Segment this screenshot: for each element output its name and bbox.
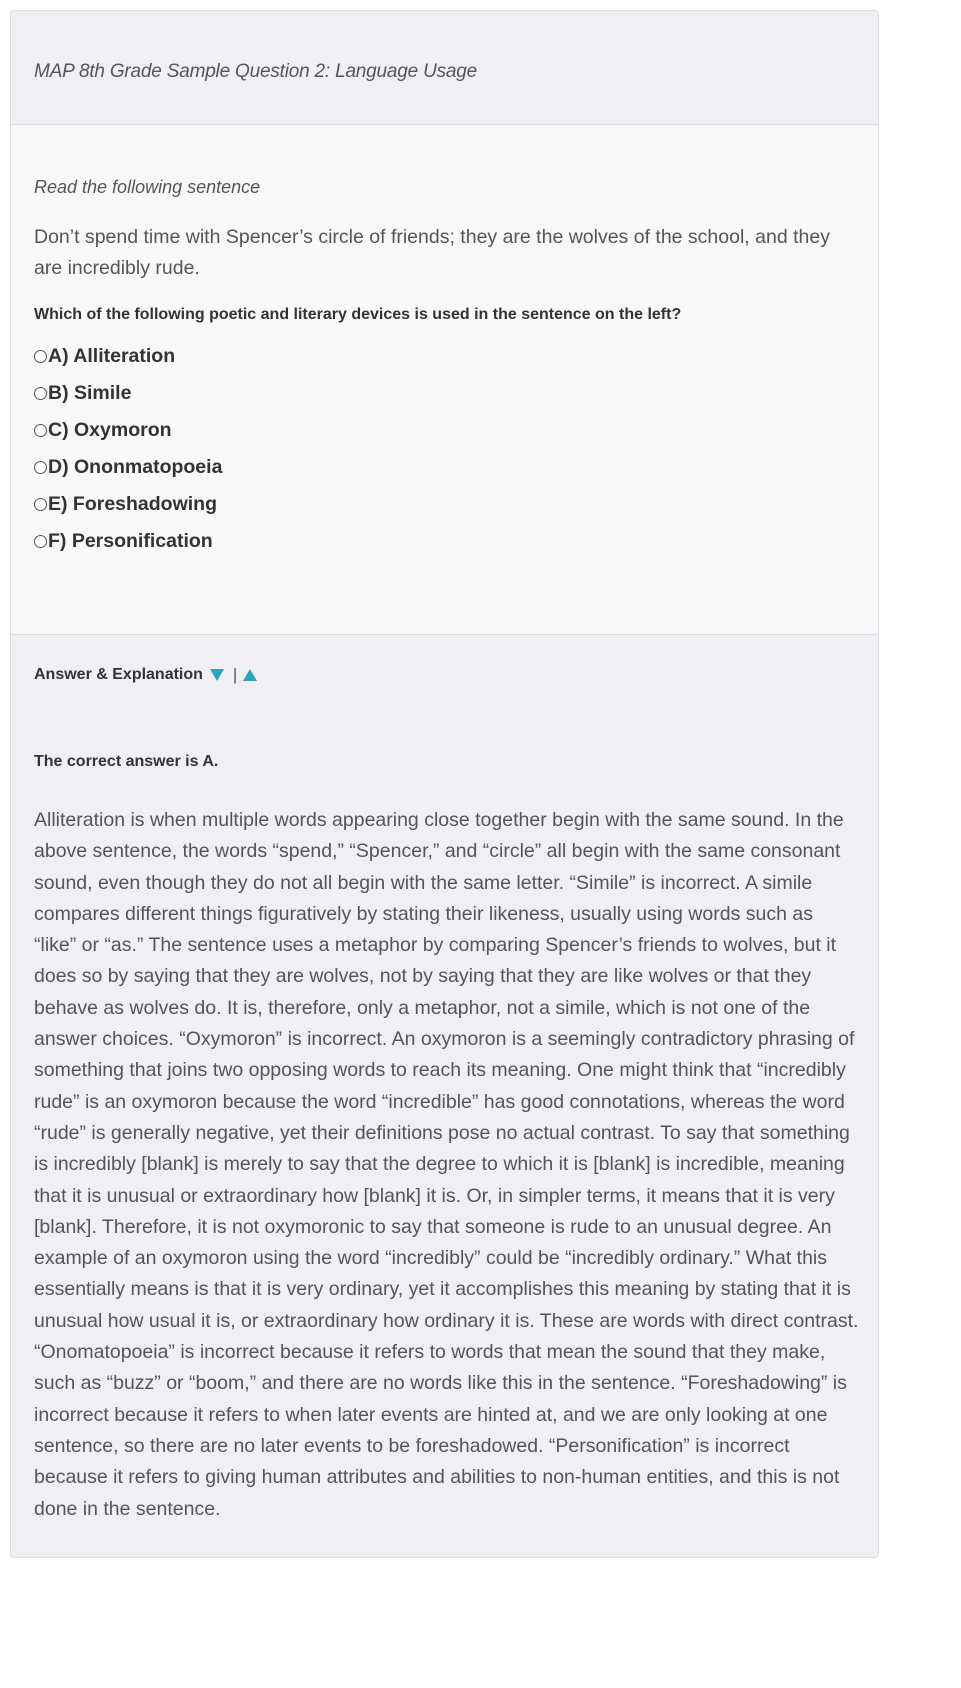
- radio-unchecked-icon[interactable]: [34, 424, 47, 437]
- radio-unchecked-icon[interactable]: [34, 535, 47, 548]
- choice-c[interactable]: [34, 412, 855, 449]
- toggle-separator: |: [232, 665, 238, 684]
- choice-d[interactable]: [34, 449, 855, 486]
- choice-label: F) Personification: [48, 530, 213, 552]
- choice-a[interactable]: [34, 338, 855, 375]
- choice-b[interactable]: [34, 375, 855, 412]
- choice-f[interactable]: [34, 523, 855, 560]
- question-prompt: Which of the following poetic and literary devices is used in the sentence on the left?: [34, 306, 682, 323]
- question-title: MAP 8th Grade Sample Question 2: Language Usage: [34, 61, 478, 82]
- passage-text: Don’t spend time with Spencer’s circle of friends; they are the wolves of the school, and they are incredibly rude.: [34, 226, 830, 279]
- triangle-up-icon[interactable]: [243, 669, 257, 681]
- radio-unchecked-icon[interactable]: [34, 350, 47, 363]
- question-card: [10, 10, 879, 1558]
- answer-toggle: [34, 665, 855, 685]
- question-body: [11, 125, 878, 635]
- choice-label: C) Oxymoron: [48, 419, 172, 441]
- triangle-down-icon[interactable]: [210, 669, 224, 681]
- answer-choices: [34, 338, 855, 560]
- explanation-text: Alliteration is when multiple words appearing close together begin with the same sound. In the above sentence, the words “spend,” “Spencer,” and “circle” all begin with the same consonant sound, even though they do not all begin with the same letter. “Simile” is incorrect. A simile compares different things figuratively by stating their likeness, usually using words such as “like” or “as.” The sentence uses a metaphor by comparing Spencer’s friends to wolves, but it does so by saying that they are wolves, not by saying that they are like wolves or that they behave as wolves do. It is, therefore, only a metaphor, not a simile, which is not one of the answer choices. “Oxymoron” is incorrect. An oxymoron is a seemingly contradictory phrasing of something that joins two opposing words to reach its meaning. One might think that “incredibly rude” is an oxymoron because the word “incredible” has good connotations, whereas the word “rude” is generally negative, yet their definitions pose no actual contrast. To say that something is incredibly [blank] is merely to say that the degree to which it is [blank] is incredible, meaning that it is unusual or extraordinary how [blank] it is. Or, in simpler terms, it means that it is very [blank]. Therefore, it is not oxymoronic to say that someone is rude to an unusual degree. An example of an oxymoron using the word “incredibly” could be “incredibly ordinary.” What this essentially means is that it is very ordinary, yet it accomplishes this meaning by stating that it is unusual how usual it is, or extraordinary how ordinary it is. These are words with direct contrast. “Onomatopoeia” is incorrect because it refers to words that mean the sound that they make, such as “buzz” or “boom,” and there are no words like this in the sentence. “Foreshadowing” is incorrect because it refers to when later events are hinted at, and we are only looking at one sentence, so there are no later events to be foreshadowed. “Personification” is incorrect because it refers to giving human attributes and abilities to non-human entities, and this is not done in the sentence.: [34, 809, 859, 1520]
- choice-label: A) Alliteration: [48, 345, 176, 367]
- choice-e[interactable]: [34, 486, 855, 523]
- answer-toggle-label: Answer & Explanation: [34, 666, 203, 683]
- radio-unchecked-icon[interactable]: [34, 461, 47, 474]
- instruction-text: Read the following sentence: [34, 177, 261, 197]
- choice-label: B) Simile: [48, 382, 132, 404]
- answer-section: [11, 635, 878, 1558]
- choice-label: D) Ononmatopoeia: [48, 456, 223, 478]
- radio-unchecked-icon[interactable]: [34, 387, 47, 400]
- correct-answer: The correct answer is A.: [34, 753, 219, 770]
- card-header: [11, 11, 878, 125]
- radio-unchecked-icon[interactable]: [34, 498, 47, 511]
- choice-label: E) Foreshadowing: [48, 493, 218, 515]
